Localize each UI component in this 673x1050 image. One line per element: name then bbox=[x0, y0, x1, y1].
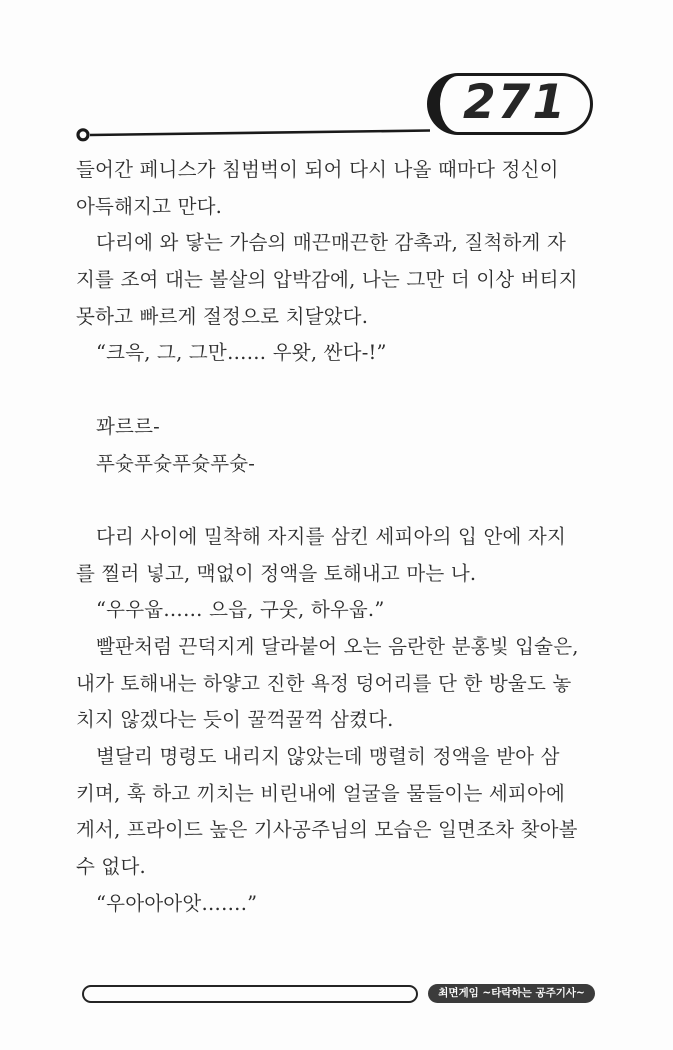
text-line: 아득해지고 만다. bbox=[76, 194, 223, 218]
text-line: 들어간 페니스가 침범벅이 되어 다시 나올 때마다 정신이 bbox=[76, 158, 559, 181]
text-line: 다리에 와 닿는 가슴의 매끈매끈한 감촉과, 질척하게 자 bbox=[96, 231, 567, 255]
text-line: “크윽, 그, 그만…… 우왓, 싼다-!” bbox=[96, 341, 387, 365]
text-line: 별달리 명령도 내리지 않았는데 맹렬히 정액을 받아 삼 bbox=[96, 745, 560, 768]
blank-line bbox=[76, 372, 598, 409]
text-line: 내가 토해내는 하얗고 진한 욕정 덩어리를 단 한 방울도 놓 bbox=[76, 671, 572, 695]
text-line: 푸슛푸슛푸슛푸슛- bbox=[96, 451, 256, 475]
text-line: 치지 않겠다는 듯이 꿀꺽꿀꺽 삼켰다. bbox=[76, 708, 394, 732]
text-line: 를 찔러 넣고, 맥없이 정액을 토해내고 마는 나. bbox=[76, 561, 477, 585]
text-line: 못하고 빠르게 절정으로 치달았다. bbox=[76, 304, 369, 328]
text-line: “우우웁…… 으읍, 구웃, 하우웁.” bbox=[96, 598, 385, 622]
body-text bbox=[76, 152, 598, 922]
page-number-pill bbox=[427, 73, 593, 135]
text-line: 꽈르르- bbox=[96, 414, 160, 438]
text-line: 게서, 프라이드 높은 기사공주님의 모습은 일면조차 찾아볼 bbox=[76, 818, 578, 842]
series-title: 최면게임 ~타락하는 공주기사~ bbox=[438, 987, 585, 999]
page-number: 271 bbox=[462, 74, 568, 130]
text-line: 지를 조여 대는 볼살의 압박감에, 나는 그만 더 이상 버티지 bbox=[76, 268, 578, 292]
text-line: “우아아아앗…….” bbox=[96, 891, 258, 915]
header-rule-line bbox=[90, 131, 430, 136]
blank-line bbox=[76, 482, 598, 519]
footer-series-badge bbox=[428, 984, 595, 1003]
text-line: 수 없다. bbox=[76, 855, 146, 879]
header-rule-ring-icon bbox=[78, 130, 88, 140]
footer-blank-bar bbox=[82, 985, 418, 1003]
text-line: 빨판처럼 끈덕지게 달라붙어 오는 음란한 분홍빛 입술은, bbox=[96, 634, 579, 658]
text-line: 다리 사이에 밀착해 자지를 삼킨 세피아의 입 안에 자지 bbox=[96, 524, 567, 548]
text-line: 키며, 훅 하고 끼치는 비린내에 얼굴을 물들이는 세피아에 bbox=[76, 781, 566, 805]
